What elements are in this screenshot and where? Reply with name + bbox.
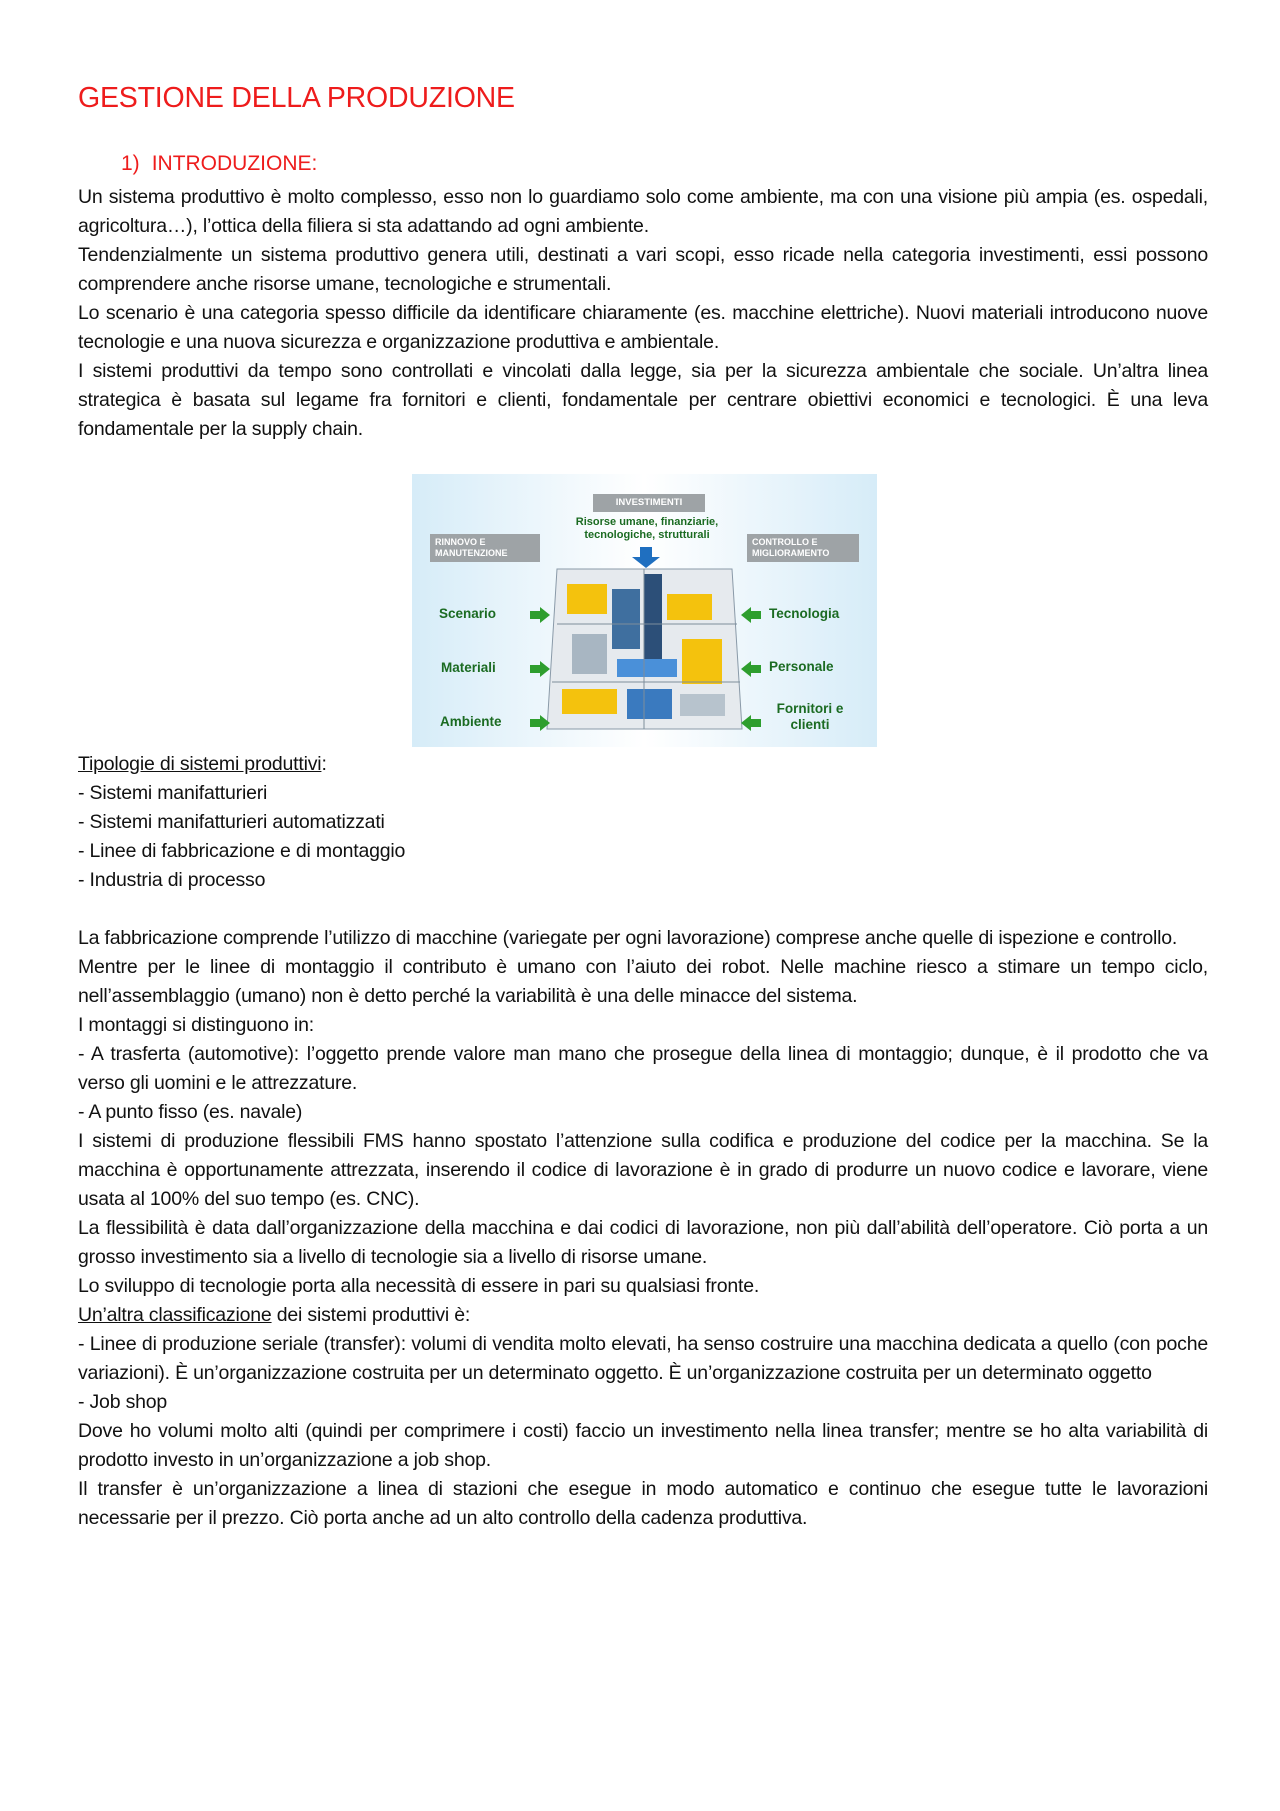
paragraph: Dove ho volumi molto alti (quindi per comprimere i costi) faccio un investimento nella linea transfer; mentre se ho alta variabilità di prodotto investo in un’organizzazione a job shop. xyxy=(78,1420,1208,1471)
paragraph: Il transfer è un’organizzazione a linea di stazioni che esegue in modo automatico e continuo che esegue tutte le lavorazioni necessarie per il prezzo. Ciò porta anche ad un alto controllo della cadenza produttiva. xyxy=(78,1478,1208,1529)
resources-label: Risorse umane, finanziarie, tecnologiche, strutturali xyxy=(575,516,719,541)
intro-text xyxy=(78,183,1208,444)
paragraph: - A trasferta (automotive): l’oggetto prende valore man mano che prosegue della linea di montaggio; dunque, è il prodotto che va verso gli uomini e le attrezzature. xyxy=(78,1043,1208,1094)
figure-label-ambiente: Ambiente xyxy=(440,714,502,729)
list-item: - Sistemi manifatturieri automatizzati xyxy=(78,811,385,833)
paragraph: Lo scenario è una categoria spesso difficile da identificare chiaramente (es. macchine elettriche). Nuovi materiali introducono nuove tecnologie e una nuova sicurezza e organizzazione produttiva e ambientale. xyxy=(78,302,1208,353)
section-number: 1) xyxy=(121,152,140,175)
investimenti-box: INVESTIMENTI xyxy=(593,494,705,512)
list-item: - Industria di processo xyxy=(78,869,266,891)
types-heading xyxy=(78,750,1208,779)
figure-label-materiali: Materiali xyxy=(441,660,496,675)
paragraph: - Job shop xyxy=(78,1391,168,1413)
paragraph: Tendenzialmente un sistema produttivo genera utili, destinati a vari scopi, esso ricade nella categoria investimenti, essi possono comprendere anche risorse umane, tecnologiche e strumentali. xyxy=(78,244,1208,295)
list-item: - Sistemi manifatturieri xyxy=(78,782,268,804)
paragraph: Mentre per le linee di montaggio il contributo è umano con l’aiuto dei robot. Nelle machine riesco a stimare un tempo ciclo, nell’assemblaggio (umano) non è detto perché la variabilità è una delle minacce del sistema. xyxy=(78,956,1208,1007)
types-heading-colon: : xyxy=(321,753,327,775)
production-system-figure xyxy=(412,474,877,747)
paragraph: Lo sviluppo di tecnologie porta alla necessità di essere in pari su qualsiasi fronte. xyxy=(78,1275,760,1297)
rinnovo-box: RINNOVO E MANUTENZIONE xyxy=(430,534,540,562)
figure-label-scenario: Scenario xyxy=(439,606,497,621)
classification-underlined: Un’altra classificazione xyxy=(78,1304,272,1326)
types-heading-text: Tipologie di sistemi produttivi xyxy=(78,753,322,775)
paragraph: Un sistema produttivo è molto complesso, esso non lo guardiamo solo come ambiente, ma con una visione più ampia (es. ospedali, agricoltura…), l’ottica della filiera si sta adattando ad ogni ambiente. xyxy=(78,186,1208,237)
figure-label-fornitori: Fornitori e clienti xyxy=(776,701,844,732)
paragraph: La flessibilità è data dall’organizzazione della macchina e dai codici di lavorazione, non più dall’abilità dell’operatore. Ciò porta a un grosso investimento sia a livello di tecnologie sia a livello di risorse umane. xyxy=(78,1217,1208,1268)
paragraph: - Linee di produzione seriale (transfer): volumi di vendita molto elevati, ha senso costruire una macchina dedicata a quello (con poche variazioni). È un’organizzazione costruita per un determinato oggetto. È un’organizzazione costruita per un determinato oggetto xyxy=(78,1333,1208,1384)
document-title: GESTIONE DELLA PRODUZIONE xyxy=(78,82,515,114)
paragraph xyxy=(78,1301,1208,1330)
paragraph: I sistemi produttivi da tempo sono controllati e vincolati dalla legge, sia per la sicurezza ambientale che sociale. Un’altra linea strategica è basata sul legame fra fornitori e clienti, fondamentale per centrare obiettivi economici e tecnologici. È una leva fondamentale per la supply chain. xyxy=(78,360,1208,440)
paragraph: La fabbricazione comprende l’utilizzo di macchine (variegate per ogni lavorazione) comprese anche quelle di ispezione e controllo. xyxy=(78,927,1178,949)
figure-label-tecnologia: Tecnologia xyxy=(769,606,840,621)
paragraph: I montaggi si distinguono in: xyxy=(78,1014,314,1036)
figure-label-personale: Personale xyxy=(769,659,834,674)
section-title: INTRODUZIONE: xyxy=(151,152,318,175)
classification-rest: dei sistemi produttivi è: xyxy=(271,1304,471,1326)
list-item: - Linee di fabbricazione e di montaggio xyxy=(78,840,406,862)
paragraph: I sistemi di produzione flessibili FMS hanno spostato l’attenzione sulla codifica e produzione del codice per la macchina. Se la macchina è opportunamente attrezzata, inserendo il codice di lavorazione è in grado di produrre un nuovo codice e lavorare, viene usata al 100% del suo tempo (es. CNC). xyxy=(78,1130,1208,1210)
controllo-box: CONTROLLO E MIGLIORAMENTO xyxy=(747,534,859,562)
paragraph: - A punto fisso (es. navale) xyxy=(78,1101,303,1123)
factory-illustration xyxy=(547,569,742,729)
section-heading xyxy=(121,152,317,176)
body-text xyxy=(78,750,1208,1533)
spacer xyxy=(78,895,1208,924)
